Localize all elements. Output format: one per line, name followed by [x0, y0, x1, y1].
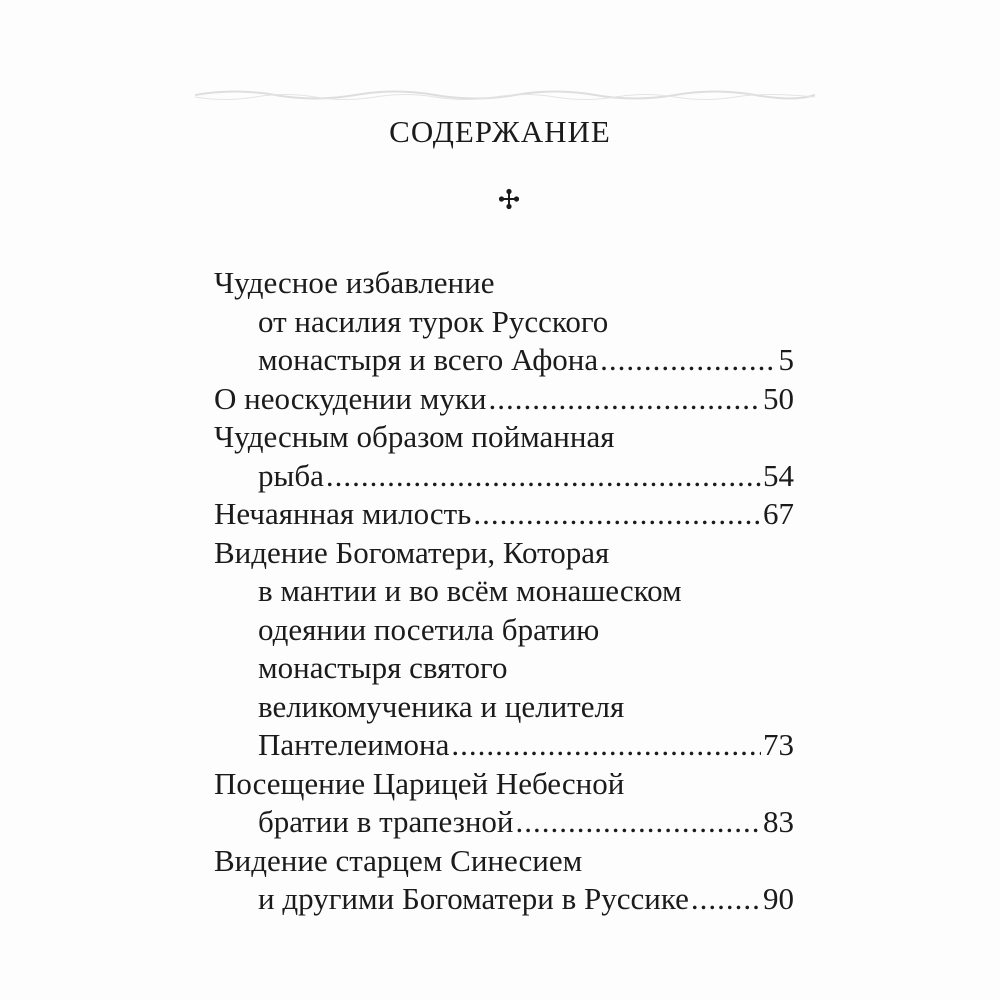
toc-entry-text: Видение Богоматери, Которая	[214, 534, 610, 570]
toc-entry-line	[214, 264, 794, 303]
dot-leader	[473, 495, 761, 534]
toc-entry	[214, 418, 794, 495]
toc-entry-text: в мантии и во всём монашеском	[258, 573, 682, 608]
dot-leader	[451, 726, 761, 765]
toc-entry-text: Видение старцем Синесием	[214, 842, 583, 878]
toc-entry	[214, 842, 794, 919]
toc-entry-line	[214, 495, 794, 534]
toc-entry-line	[214, 803, 794, 842]
toc-entry-text: от насилия турок Русского	[258, 303, 609, 339]
toc-entry-line	[214, 572, 794, 611]
toc-entry-line	[214, 341, 794, 380]
toc-entry-line	[214, 534, 794, 573]
toc-entry	[214, 765, 794, 842]
toc-entry-text: и другими Богоматери в Руссике	[258, 881, 689, 916]
toc-page-number: 90	[763, 881, 794, 916]
toc-entry-line	[214, 688, 794, 727]
toc-entry-text: великомученика и целителя	[258, 688, 625, 724]
toc-entry	[214, 495, 794, 534]
toc-entry-text: Нечаянная милость	[214, 496, 472, 531]
toc-entry	[214, 534, 794, 765]
toc-entry-line	[214, 842, 794, 881]
toc-entry-line	[214, 880, 794, 919]
toc-page-number: 54	[763, 457, 794, 493]
toc-entry-text: О неоскудении муки	[214, 380, 487, 416]
toc-entry-text: Посещение Царицей Небесной	[214, 765, 625, 801]
toc-entry-text: монастыря и всего Афона	[258, 342, 599, 377]
toc-entry	[214, 264, 794, 380]
dot-leader	[600, 341, 776, 380]
toc-entry-line	[214, 765, 794, 804]
toc-entry	[214, 380, 794, 419]
toc-entry-line	[214, 418, 794, 457]
toc-entry-text: монастыря святого	[258, 650, 508, 685]
toc-entry-line	[214, 649, 794, 688]
toc-entry-text: Чудесным образом пойманная	[214, 419, 615, 454]
toc-page-number: 5	[778, 342, 794, 377]
table-of-contents	[214, 264, 794, 919]
dot-leader	[326, 457, 761, 496]
toc-entry-text: Чудесное избавление	[214, 265, 495, 300]
dot-leader	[691, 880, 761, 919]
toc-page-number: 67	[763, 496, 794, 531]
dot-leader	[516, 803, 761, 842]
toc-entry-text: одеянии посетила братию	[258, 611, 600, 647]
toc-entry-line	[214, 380, 794, 419]
toc-entry-line	[214, 611, 794, 650]
toc-entry-line	[214, 457, 794, 496]
page-title: СОДЕРЖАНИЕ	[389, 114, 611, 149]
toc-page-number: 50	[763, 380, 794, 416]
toc-entry-line	[214, 303, 794, 342]
toc-entry-text: братии в трапезной	[258, 804, 514, 839]
toc-entry-line	[214, 726, 794, 765]
toc-page-number: 83	[763, 804, 794, 839]
toc-entry-text: Пантелеимона	[258, 727, 450, 762]
dot-leader	[489, 380, 761, 419]
toc-page-number: 73	[763, 727, 794, 762]
toc-entry-text: рыба	[258, 457, 324, 493]
cross-ornament-icon	[498, 188, 520, 210]
show-through-ornament-icon	[195, 88, 815, 102]
